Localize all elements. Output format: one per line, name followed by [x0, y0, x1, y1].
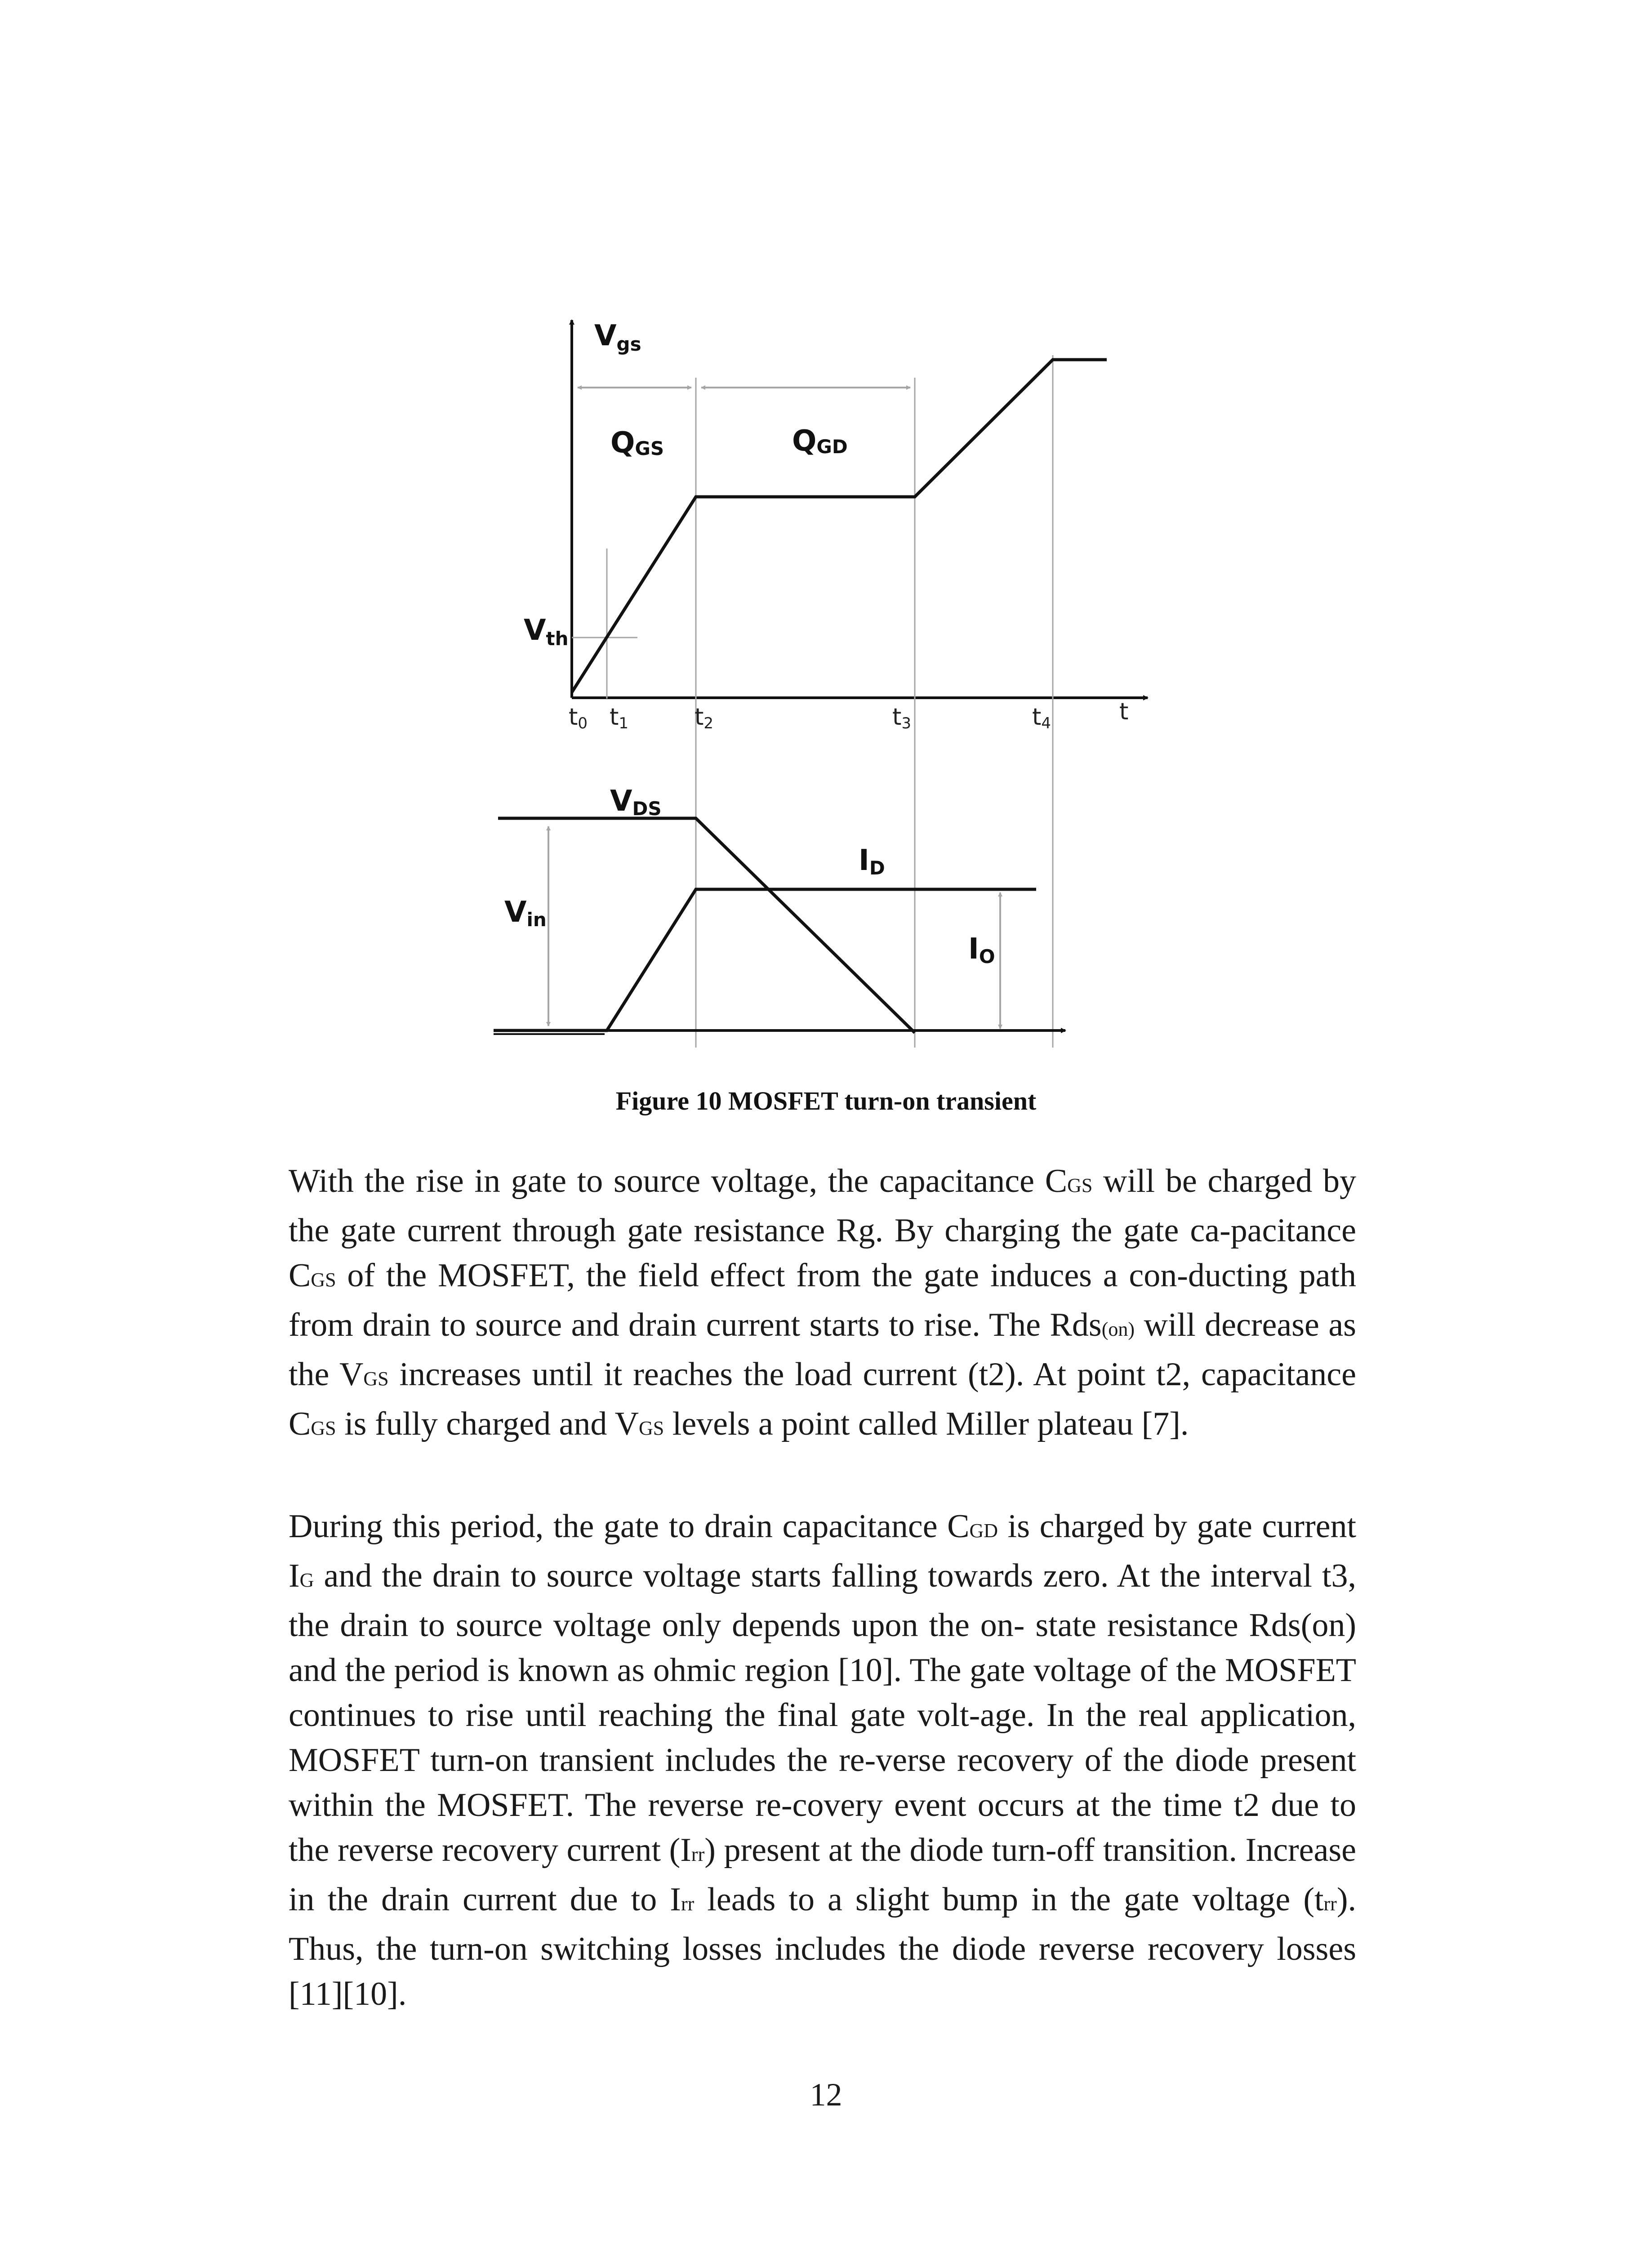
- t1-label: t1: [610, 704, 629, 732]
- vds-waveform: [498, 818, 915, 1033]
- io-label: IO: [968, 932, 995, 968]
- body-paragraph-2: During this period, the gate to drain capacitance CGD is charged by gate current IG and the drain to source voltage starts falling towards zero. At the interval t3, the drain to source voltage only depends upon the on- state resistance Rds(on) and the period is known as ohmic region [10]. The gate voltage of the MOSFET continues to rise until reaching the final gate volt-age. In the real application, MOSFET turn-on transient includes the re-verse recovery of the diode present within the MOSFET. The reverse re-covery event occurs at the time t2 due to the reverse recovery current (Irr) present at the diode turn-off transition. Increase in the drain current due to Irr leads to a slight bump in the gate voltage (trr). Thus, the turn-on switching losses includes the diode reverse recovery losses [11][10].: [289, 1508, 1356, 2012]
- vgs-waveform: [572, 360, 1107, 692]
- id-waveform: [494, 889, 1036, 1030]
- vds-label: VDS: [610, 785, 662, 820]
- vin-label: Vin: [504, 896, 547, 931]
- vth-label: Vth: [524, 614, 569, 650]
- id-label: ID: [859, 844, 885, 879]
- t3-label: t3: [892, 704, 912, 732]
- page-number: 12: [810, 2077, 842, 2113]
- t4-label: t4: [1032, 704, 1051, 732]
- vgs-label: Vgs: [594, 319, 641, 355]
- body-paragraph-1: With the rise in gate to source voltage, the capacitance CGS will be charged by the gate current through gate resistance Rg. By charging the gate ca-pacitance CGS of the MOSFET, the field effect from the gate induces a con-ducting path from drain to source and drain current starts to rise. The Rds(on) will decrease as the VGS increases until it reaches the load current (t2). At point t2, capacitance CGS is fully charged and VGS levels a point called Miller plateau [7].: [289, 1163, 1356, 1442]
- t2-label: t2: [695, 704, 714, 732]
- t-axis-label: t: [1119, 698, 1129, 725]
- qgs-label: QGS: [610, 426, 664, 459]
- qgd-label: QGD: [792, 424, 848, 458]
- t0-label: t0: [569, 704, 588, 732]
- figure-caption: Figure 10 MOSFET turn-on transient: [615, 1086, 1037, 1115]
